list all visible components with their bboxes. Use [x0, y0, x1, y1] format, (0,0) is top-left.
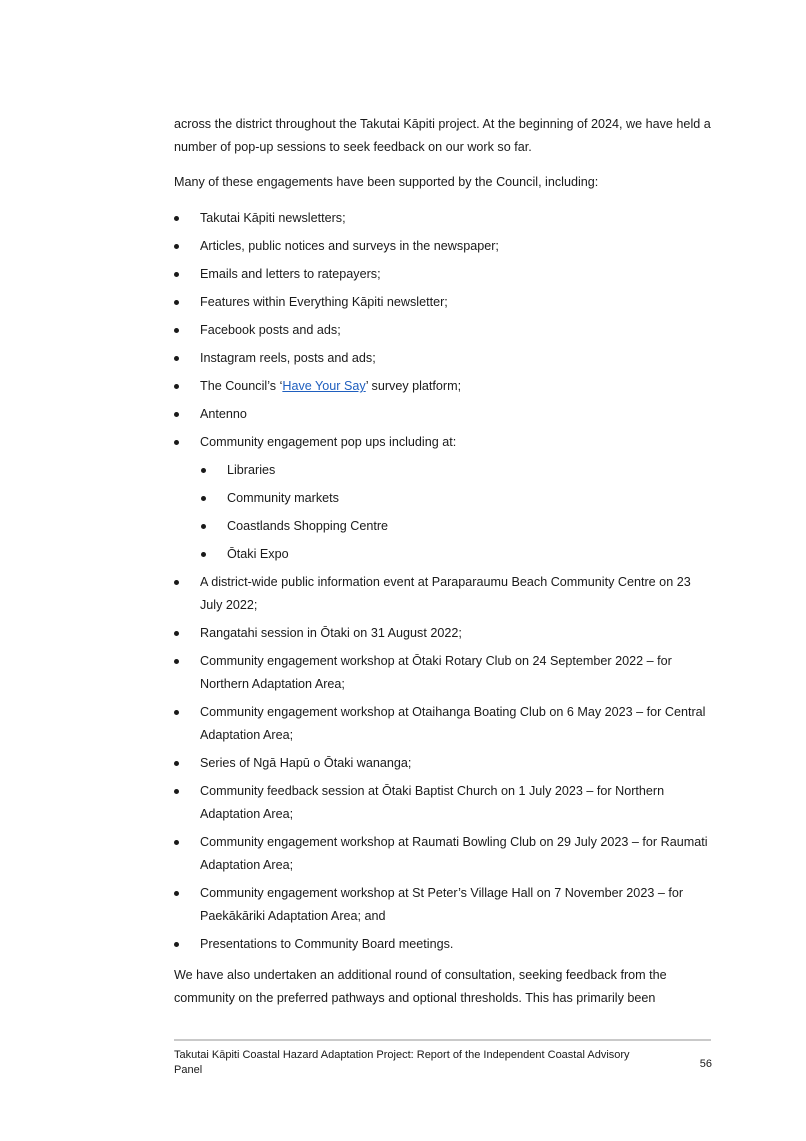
bullet-icon: [201, 552, 206, 557]
bullet-icon: [174, 580, 179, 585]
list-item: Instagram reels, posts and ads;: [174, 347, 714, 370]
list-item: Emails and letters to ratepayers;: [174, 263, 714, 286]
intro-paragraph: across the district throughout the Takutai Kāpiti project. At the beginning of 2024, we have held a number of pop-up sessions to seek feedback on our work so far.: [174, 117, 711, 154]
list-item: Community engagement workshop at Ōtaki Rotary Club on 24 September 2022 – for Northern Adaptation Area;: [174, 650, 714, 696]
bullet-icon: [174, 631, 179, 636]
bullet-icon: [174, 891, 179, 896]
sub-list-item: Community markets: [174, 487, 714, 510]
bullet-icon: [174, 412, 179, 417]
closing-paragraph: We have also undertaken an additional round of consultation, seeking feedback from the community on the preferred pathways and optional thresholds. This has primarily been: [174, 968, 667, 1005]
bullet-icon: [174, 356, 179, 361]
list-item: Rangatahi session in Ōtaki on 31 August 2022;: [174, 622, 714, 645]
bullet-icon: [174, 272, 179, 277]
bullet-icon: [201, 524, 206, 529]
list-item: Antenno: [174, 403, 714, 426]
bullet-icon: [174, 300, 179, 305]
bullet-icon: [201, 496, 206, 501]
bullet-icon: [174, 710, 179, 715]
list-item: Presentations to Community Board meetings.: [174, 933, 714, 956]
lead-in-paragraph: Many of these engagements have been supported by the Council, including:: [174, 175, 599, 189]
bullet-icon: [174, 440, 179, 445]
list-item: Series of Ngā Hapū o Ōtaki wananga;: [174, 752, 714, 775]
bullet-icon: [174, 216, 179, 221]
page-number: 56: [699, 1058, 712, 1070]
list-item: Community feedback session at Ōtaki Baptist Church on 1 July 2023 – for Northern Adaptation Area;: [174, 780, 714, 826]
engagement-list: [174, 207, 714, 961]
list-item: Features within Everything Kāpiti newsletter;: [174, 291, 714, 314]
bullet-icon: [174, 789, 179, 794]
list-item: Community engagement workshop at Otaihanga Boating Club on 6 May 2023 – for Central Adaptation Area;: [174, 701, 714, 747]
list-item-have-your-say: The Council’s ‘Have Your Say’ survey platform;: [174, 375, 714, 398]
bullet-icon: [201, 468, 206, 473]
footer-divider: [174, 1039, 711, 1041]
footer-title: Takutai Kāpiti Coastal Hazard Adaptation Project: Report of the Independent Coastal Advisory Panel: [174, 1049, 630, 1076]
list-item: Community engagement workshop at Raumati Bowling Club on 29 July 2023 – for Raumati Adaptation Area;: [174, 831, 714, 877]
bullet-icon: [174, 384, 179, 389]
list-item: Community engagement workshop at St Peter’s Village Hall on 7 November 2023 – for Paekākāriki Adaptation Area; and: [174, 882, 714, 928]
list-item: Articles, public notices and surveys in the newspaper;: [174, 235, 714, 258]
list-item: Facebook posts and ads;: [174, 319, 714, 342]
sub-list-item: Libraries: [174, 459, 714, 482]
bullet-icon: [174, 942, 179, 947]
list-item: Community engagement pop ups including at:: [174, 431, 714, 454]
bullet-icon: [174, 840, 179, 845]
sub-list-item: Ōtaki Expo: [174, 543, 714, 566]
bullet-icon: [174, 328, 179, 333]
bullet-icon: [174, 244, 179, 249]
sub-list-item: Coastlands Shopping Centre: [174, 515, 714, 538]
bullet-icon: [174, 659, 179, 664]
bullet-icon: [174, 761, 179, 766]
have-your-say-link[interactable]: Have Your Say: [282, 379, 366, 393]
list-item: A district-wide public information event at Paraparaumu Beach Community Centre on 23 July 2022;: [174, 571, 714, 617]
list-item: Takutai Kāpiti newsletters;: [174, 207, 714, 230]
